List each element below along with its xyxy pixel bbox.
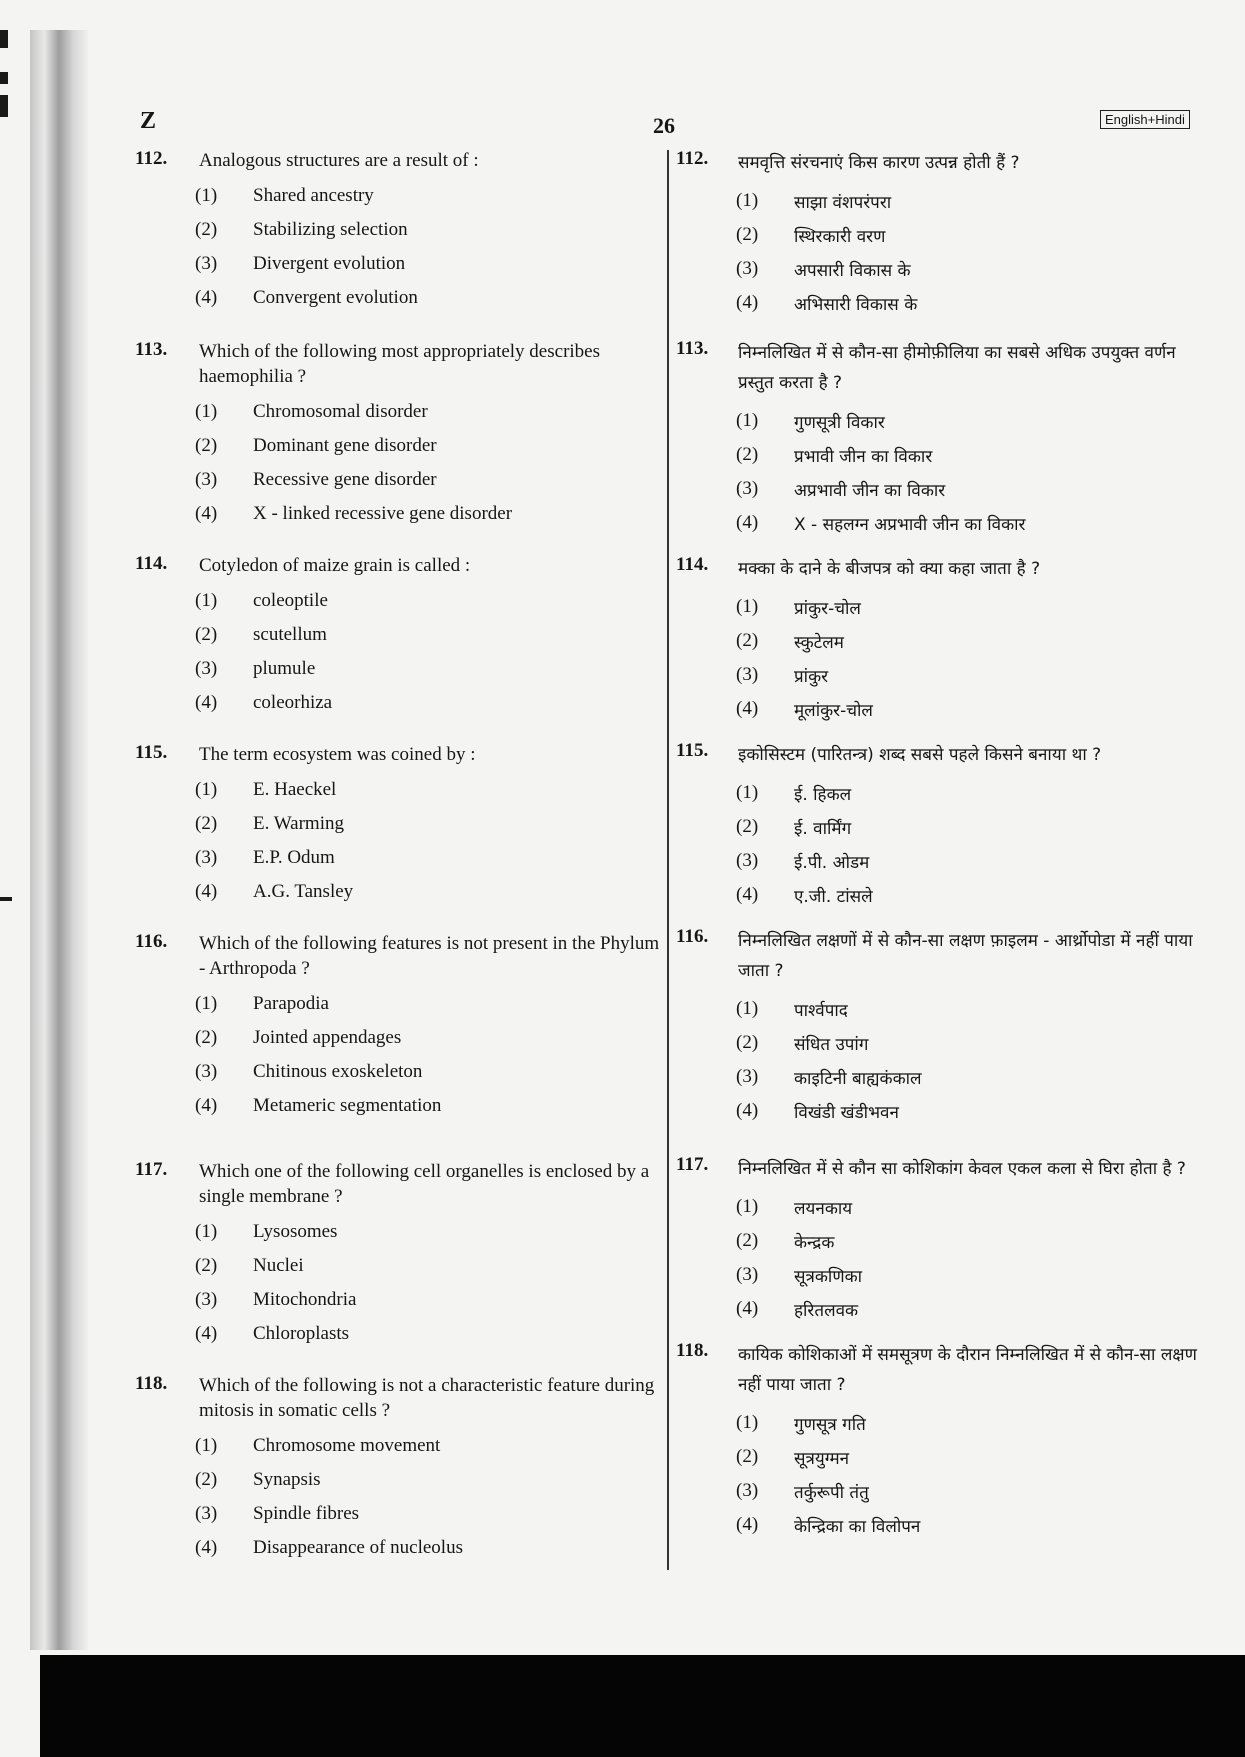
option: (4) ए.जी. टांसले: [736, 884, 873, 907]
booklet-series: Z: [140, 108, 157, 134]
question-113-hi: [676, 338, 1206, 540]
option: (3) अप्रभावी जीन का विकार: [736, 478, 946, 501]
option: (2) Stabilizing selection: [195, 219, 408, 240]
scan-binding-shadow: [30, 30, 88, 1650]
option: (3) प्रांकुर: [736, 664, 829, 687]
option: (2) केन्द्रक: [736, 1230, 835, 1253]
question-115-en: [135, 742, 660, 909]
question-number: 113.: [135, 339, 168, 360]
question-116-hi: [676, 926, 1206, 1128]
option: (3) सूत्रकणिका: [736, 1264, 863, 1287]
question-number: 115.: [676, 740, 709, 761]
option: (1) Shared ancestry: [195, 185, 374, 206]
option: (4) विखंडी खंडीभवन: [736, 1100, 899, 1123]
option: (2) E. Warming: [195, 813, 344, 834]
option: (2) प्रभावी जीन का विकार: [736, 444, 933, 467]
option: (3) Mitochondria: [195, 1289, 357, 1310]
option: (4) coleorhiza: [195, 692, 333, 713]
english-column: [135, 148, 660, 1565]
question-text: कायिक कोशिकाओं में समसूत्रण के दौरान निम्नलिखित में से कौन-सा लक्षण नहीं पाया जाता ?: [738, 1345, 1197, 1395]
option: (1) Lysosomes: [195, 1221, 338, 1242]
question-text: समवृत्ति संरचनाएं किस कारण उत्पन्न होती हैं ?: [738, 153, 1020, 173]
option: (3) E.P. Odum: [195, 847, 335, 868]
option: (2) scutellum: [195, 624, 327, 645]
option: (3) Divergent evolution: [195, 253, 406, 274]
edge-mark: [0, 95, 8, 117]
option: (2) स्थिरकारी वरण: [736, 224, 886, 247]
option: (4) X - linked recessive gene disorder: [195, 503, 513, 524]
question-text: Which of the following most appropriately describes haemophilia ?: [199, 341, 601, 387]
option: (1) Chromosomal disorder: [195, 401, 428, 422]
question-117-en: [135, 1159, 660, 1351]
question-number: 114.: [676, 554, 709, 575]
option: (3) अपसारी विकास के: [736, 258, 911, 281]
question-113-en: [135, 339, 660, 531]
question-114-hi: [676, 554, 1206, 726]
edge-mark: [0, 30, 8, 48]
option: (1) E. Haeckel: [195, 779, 337, 800]
option: (2) Dominant gene disorder: [195, 435, 437, 456]
question-112-en: [135, 148, 660, 315]
question-number: 115.: [135, 742, 168, 763]
question-number: 117.: [135, 1159, 168, 1180]
option: (1) गुणसूत्र गति: [736, 1412, 866, 1435]
option: (2) Synapsis: [195, 1469, 321, 1490]
option: (1) प्रांकुर-चोल: [736, 596, 861, 619]
option: (3) ई.पी. ओडम: [736, 850, 870, 873]
option: (1) पार्श्वपाद: [736, 998, 848, 1021]
option: (3) काइटिनी बाह्यकंकाल: [736, 1066, 922, 1089]
option: (4) केन्द्रिका का विलोपन: [736, 1514, 921, 1537]
option: (4) Metameric segmentation: [195, 1095, 442, 1116]
question-text: इकोसिस्टम (पारितन्त्र) शब्द सबसे पहले किसने बनाया था ?: [738, 745, 1102, 765]
question-number: 116.: [676, 926, 709, 947]
hindi-column: [676, 148, 1206, 1542]
question-number: 113.: [676, 338, 709, 359]
language-badge: English+Hindi: [1100, 110, 1190, 129]
option: (2) संधित उपांग: [736, 1032, 869, 1055]
option: (2) Jointed appendages: [195, 1027, 402, 1048]
question-text: Cotyledon of maize grain is called :: [199, 555, 471, 576]
option: (3) plumule: [195, 658, 316, 679]
option: (1) साझा वंशपरंपरा: [736, 190, 892, 213]
option: (3) तर्कुरूपी तंतु: [736, 1480, 869, 1503]
option: (1) coleoptile: [195, 590, 328, 611]
question-117-hi: [676, 1154, 1206, 1326]
question-number: 118.: [676, 1340, 709, 1361]
edge-mark: [0, 897, 12, 901]
question-112-hi: [676, 148, 1206, 320]
option: (1) ई. हिकल: [736, 782, 852, 805]
question-text: मक्का के दाने के बीजपत्र को क्या कहा जाता है ?: [738, 559, 1041, 579]
option: (2) सूत्रयुग्मन: [736, 1446, 850, 1469]
option: (1) Parapodia: [195, 993, 329, 1014]
option: (4) X - सहलग्न अप्रभावी जीन का विकार: [736, 512, 1026, 535]
question-text: Analogous structures are a result of :: [199, 150, 479, 171]
option: (4) हरितलवक: [736, 1298, 859, 1321]
question-118-en: [135, 1373, 660, 1565]
option: (4) Convergent evolution: [195, 287, 418, 308]
question-number: 112.: [135, 148, 168, 169]
option: (1) गुणसूत्री विकार: [736, 410, 885, 433]
option: (4) अभिसारी विकास के: [736, 292, 918, 315]
page-number: 26: [653, 113, 675, 138]
edge-mark: [0, 72, 8, 84]
option: (3) Spindle fibres: [195, 1503, 360, 1524]
option: (2) Nuclei: [195, 1255, 304, 1276]
question-text: Which of the following is not a characteristic feature during mitosis in somatic cells ?: [199, 1375, 655, 1421]
option: (1) Chromosome movement: [195, 1435, 441, 1456]
option: (3) Recessive gene disorder: [195, 469, 437, 490]
option: (4) A.G. Tansley: [195, 881, 354, 902]
question-text: निम्नलिखित में से कौन सा कोशिकांग केवल एकल कला से घिरा होता है ?: [738, 1159, 1186, 1179]
question-text: The term ecosystem was coined by :: [199, 744, 476, 765]
column-divider: [667, 150, 669, 1570]
question-text: निम्नलिखित लक्षणों में से कौन-सा लक्षण फ़ाइलम - आर्थ्रोपोडा में नहीं पाया जाता ?: [738, 931, 1193, 981]
question-118-hi: [676, 1340, 1206, 1542]
question-number: 118.: [135, 1373, 168, 1394]
option: (3) Chitinous exoskeleton: [195, 1061, 423, 1082]
option: (4) मूलांकुर-चोल: [736, 698, 873, 721]
option: (4) Disappearance of nucleolus: [195, 1537, 463, 1558]
question-text: Which one of the following cell organelles is enclosed by a single membrane ?: [199, 1161, 650, 1207]
question-text: Which of the following features is not present in the Phylum - Arthropoda ?: [199, 933, 660, 979]
option: (2) स्कुटेलम: [736, 630, 844, 653]
option: (1) लयनकाय: [736, 1196, 853, 1219]
question-number: 112.: [676, 148, 709, 169]
question-number: 116.: [135, 931, 168, 952]
scan-bottom-band: [40, 1655, 1245, 1757]
question-115-hi: [676, 740, 1206, 912]
question-114-en: [135, 553, 660, 720]
question-116-en: [135, 931, 660, 1123]
option: (2) ई. वार्मिंग: [736, 816, 852, 839]
question-text: निम्नलिखित में से कौन-सा हीमोफ़ीलिया का सबसे अधिक उपयुक्त वर्णन प्रस्तुत करता है ?: [738, 343, 1176, 393]
question-number: 114.: [135, 553, 168, 574]
question-number: 117.: [676, 1154, 709, 1175]
option: (4) Chloroplasts: [195, 1323, 350, 1344]
